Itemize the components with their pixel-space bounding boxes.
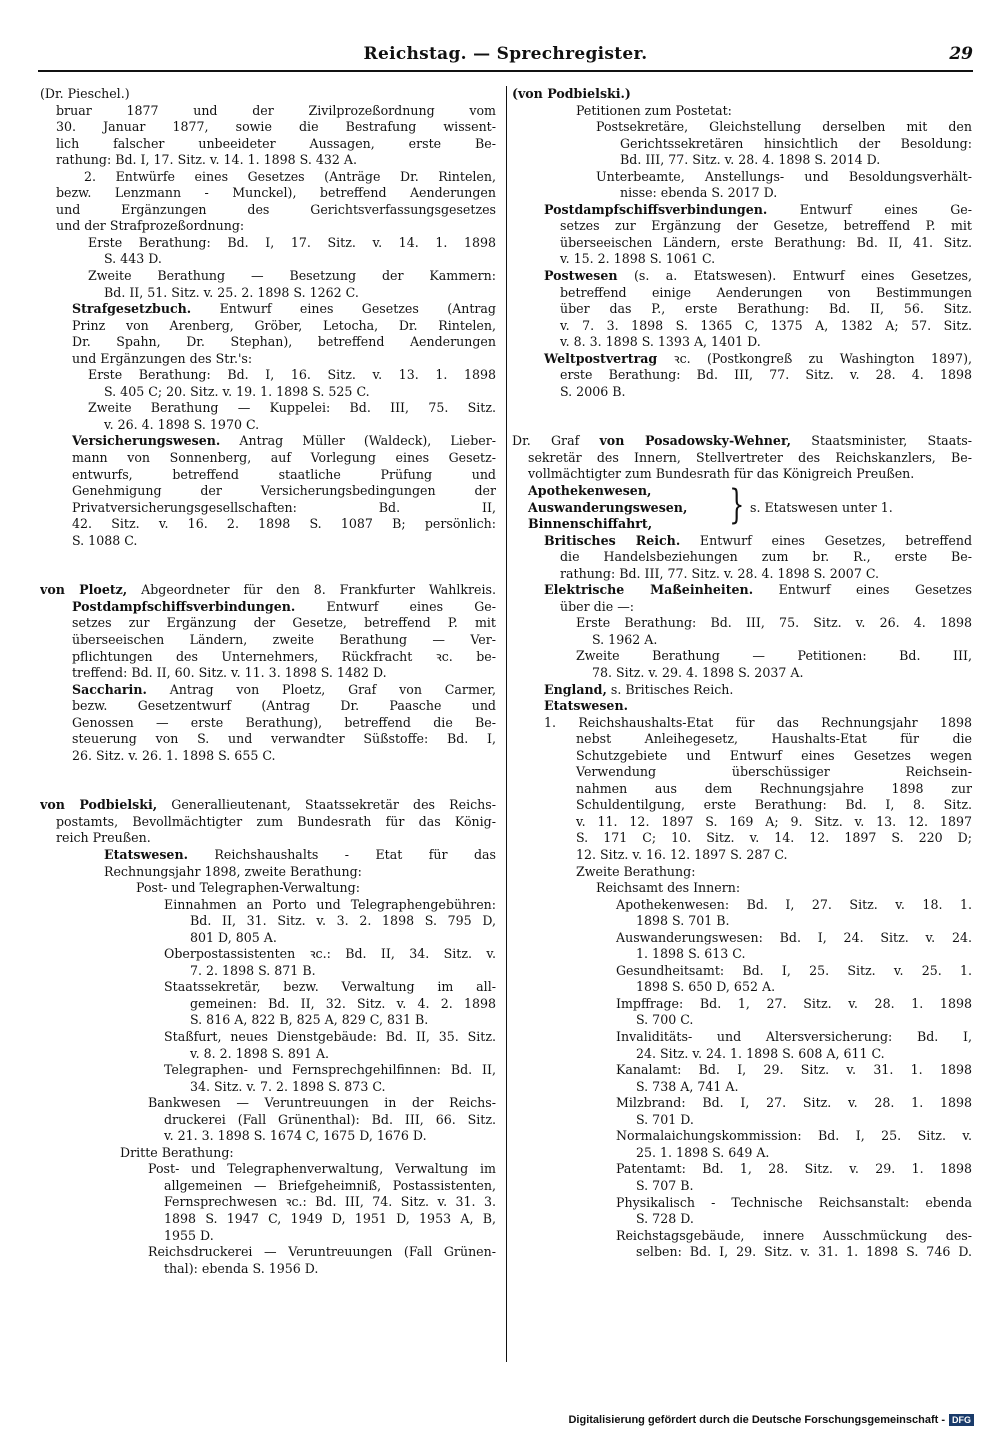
text-line: Unterbeamte, Anstellungs- und Besoldungsverhält-: [596, 168, 972, 184]
text-line: Reichstagsgebäude, innere Ausschmückung des-: [616, 1227, 972, 1243]
text-line: Physikalisch - Technische Reichsanstalt: ebenda: [616, 1194, 972, 1210]
speaker-name: von Ploetz,: [40, 582, 128, 598]
entry-heading: Etatswesen.: [544, 698, 628, 714]
text-line: und Ergänzungen des Str.'s:: [72, 350, 253, 366]
speaker-title: Dr. Graf: [512, 433, 600, 449]
text-line: Reichsdruckerei — Veruntreuungen (Fall Grünen-: [148, 1244, 496, 1260]
entry-text: Entwurf eines Gesetzes: [753, 582, 972, 598]
text-line: S. 816 A, 822 B, 825 A, 829 C, 831 B.: [190, 1012, 429, 1028]
text-line: Schuldentilgung, erste Berathung: Bd. I, 8. Sitz.: [576, 797, 972, 813]
text-line: 24. Sitz. v. 24. 1. 1898 S. 608 A, 611 C.: [636, 1045, 885, 1061]
entry-heading: England,: [544, 681, 607, 697]
continued-entry-label: [512, 86, 972, 103]
entry-text: Entwurf eines Gesetzes (Antrag: [191, 301, 496, 317]
text-line: v. 26. 4. 1898 S. 1970 C.: [104, 416, 260, 432]
text-line: Verwendung überschüssiger Reichsein-: [576, 764, 972, 780]
entry-heading: Elektrische Maßeinheiten.: [544, 582, 754, 598]
brace-group: [512, 483, 972, 533]
speaker-description: Abgeordneter für den 8. Frankfurter Wahlkreis.: [127, 582, 496, 598]
text-line: S. 1088 C.: [72, 532, 138, 548]
text-line: gemeinen: Bd. II, 32. Sitz. v. 4. 2. 1898: [190, 995, 496, 1011]
entry-text: s. Britisches Reich.: [606, 681, 734, 697]
text-line: Bankwesen — Veruntreuungen in der Reichs-: [148, 1095, 496, 1111]
text-line: allgemeinen — Briefgeheimniß, Postassistenten,: [164, 1177, 496, 1193]
text-line: setzes zur Ergänzung der Gesetze, betreffend P. mit: [560, 218, 972, 234]
speaker-posadowsky-wehner: [512, 433, 972, 450]
entry-saccharin: [40, 682, 496, 699]
text-line: postamts, Bevollmächtigter zum Bundesrath für das König-: [56, 813, 496, 829]
text-line: 12. Sitz. v. 16. 12. 1897 S. 287 C.: [576, 847, 788, 863]
text-line: 78. Sitz. v. 29. 4. 1898 S. 2037 A.: [592, 665, 804, 680]
text-line: Einnahmen an Porto und Telegraphengebühren:: [164, 896, 496, 912]
text-line: nahmen aus dem Rechnungsjahre 1898 zur: [576, 780, 972, 796]
text-line: 1. Reichshaushalts-Etat für das Rechnungsjahr 1898: [544, 714, 972, 730]
text-line: Reichsamt des Innern:: [596, 880, 741, 896]
text-line: thal): ebenda S. 1956 D.: [164, 1260, 319, 1276]
text-line: Rechnungsjahr 1898, zweite Berathung:: [104, 863, 362, 879]
text-line: v. 8. 3. 1898 S. 1393 A, 1401 D.: [560, 334, 761, 350]
text-line: Privatversicherungsgesellschaften: Bd. II,: [72, 499, 496, 515]
text-line: 7. 2. 1898 S. 871 B.: [190, 962, 316, 978]
text-line: über die —:: [560, 598, 635, 614]
text-line: Telegraphen- und Fernsprechgehilfinnen: Bd. II,: [164, 1062, 496, 1078]
text-line: v. 21. 3. 1898 S. 1674 C, 1675 D, 1676 D.: [164, 1128, 427, 1144]
text-line: Normalaichungskommission: Bd. I, 25. Sitz. v.: [616, 1128, 972, 1144]
text-line: lich falscher unbeeideter Aussagen, erste Be-: [56, 135, 496, 151]
text-line: Kanalamt: Bd. I, 29. Sitz. v. 31. 1. 1898: [616, 1062, 972, 1078]
text-line: S. 2006 B.: [560, 383, 626, 399]
text-line: Post- und Telegraphen-Verwaltung:: [136, 880, 360, 896]
text-line: bruar 1877 und der Zivilprozeßordnung vom: [56, 102, 496, 118]
speaker-von-podbielski: [40, 797, 496, 814]
text-line: 2. Entwürfe eines Gesetzes (Anträge Dr. Rintelen,: [84, 168, 496, 184]
entry-text: ꝛc. (Postkongreß zu Washington 1897),: [657, 350, 972, 366]
text-line: Bd. II, 31. Sitz. v. 3. 2. 1898 S. 795 D,: [190, 913, 496, 929]
entry-etatswesen: [40, 847, 496, 864]
entry-heading: Auswanderungswesen,: [528, 499, 688, 515]
text-line: 26. Sitz. v. 26. 1. 1898 S. 655 C.: [72, 747, 276, 763]
entry-heading: Britisches Reich.: [544, 532, 681, 548]
text-line: pflichtungen des Unternehmers, Rückfracht ꝛc. be-: [72, 648, 496, 664]
text-line: 1955 D.: [164, 1227, 214, 1243]
left-column: [40, 86, 496, 1277]
cross-reference: s. Etatswesen unter 1.: [750, 500, 893, 516]
text-line: 801 D, 805 A.: [190, 929, 277, 945]
text-line: 34. Sitz. v. 7. 2. 1898 S. 873 C.: [190, 1078, 386, 1094]
text-line: sekretär des Innern, Stellvertreter des Reichskanzlers, Be-: [528, 449, 972, 465]
text-line: Zweite Berathung — Kuppelei: Bd. III, 75. Sitz.: [88, 400, 496, 416]
text-line: Genehmigung der Versicherungsbedingungen der: [72, 483, 496, 499]
text-line: Milzbrand: Bd. I, 27. Sitz. v. 28. 1. 1898: [616, 1095, 972, 1111]
speaker-description: Staatsminister, Staats-: [791, 433, 972, 449]
header-rule: [38, 70, 973, 72]
entry-heading: Weltpostvertrag: [544, 350, 658, 366]
text-line: Post- und Telegraphenverwaltung, Verwaltung im: [148, 1161, 496, 1177]
entry-postwesen: [512, 268, 972, 285]
spacer: [40, 549, 496, 582]
running-title: Reichstag. — Sprechregister.: [363, 44, 648, 64]
text-line: Postsekretäre, Gleichstellung derselben mit den: [596, 119, 972, 135]
entry-text: Entwurf eines Ge-: [767, 201, 972, 217]
text-line: die Handelsbeziehungen zum br. R., erste Be-: [560, 549, 972, 565]
text-line: überseeischen Ländern, zweite Berathung — Ver-: [72, 631, 496, 647]
entry-heading: Versicherungswesen.: [72, 433, 221, 449]
entry-postdampfschiffsverbindungen: [512, 202, 972, 219]
text-line: Bd. II, 51. Sitz. v. 25. 2. 1898 S. 1262 C.: [104, 284, 359, 300]
text-line: S. 1962 A.: [592, 631, 658, 647]
page-number: 29: [949, 44, 973, 64]
speaker-von-ploetz: [40, 582, 496, 599]
text-line: steuerung von S. und verwandter Süßstoffe: Bd. I,: [72, 731, 496, 747]
text-line: v. 7. 3. 1898 S. 1365 C, 1375 A, 1382 A; 57. Sitz.: [560, 317, 972, 333]
text-line: entwurfs, betreffend staatliche Prüfung und: [72, 466, 496, 482]
digitization-footer: [568, 1414, 974, 1426]
text-line: Oberpostassistenten ꝛc.: Bd. II, 34. Sitz. v.: [164, 946, 496, 962]
text-line: Staßfurt, neues Dienstgebäude: Bd. II, 35. Sitz.: [164, 1028, 496, 1044]
entry-text: (s. a. Etatswesen). Entwurf eines Gesetzes,: [617, 268, 972, 284]
spacer: [40, 764, 496, 797]
entry-strafgesetzbuch: [40, 301, 496, 318]
text-line: mann von Sonnenberg, auf Vorlegung eines Gesetz-: [72, 450, 496, 466]
entry-heading: Binnenschiffahrt,: [528, 516, 653, 532]
entry-weltpostvertrag: [512, 351, 972, 368]
entry-heading: Postwesen: [544, 268, 618, 284]
text-line: nebst Anleihegesetz, Haushalts-Etat für die: [576, 731, 972, 747]
text-line: nisse: ebenda S. 2017 D.: [620, 185, 778, 201]
text-line: Zweite Berathung — Petitionen: Bd. III,: [576, 648, 972, 664]
text-line: rathung: Bd. I, 17. Sitz. v. 14. 1. 1898 S. 432 A.: [56, 152, 357, 168]
speaker-name: von Podbielski,: [40, 797, 158, 813]
entry-versicherungswesen: [40, 433, 496, 450]
entry-heading: Saccharin.: [72, 681, 147, 697]
text-line: bezw. Lenzmann - Munckel), betreffend Aenderungen: [56, 185, 496, 201]
text-line: Apothekenwesen: Bd. I, 27. Sitz. v. 18. 1.: [616, 896, 972, 912]
text-line: Fernsprechwesen ꝛc.: Bd. III, 74. Sitz. v. 31. 3.: [164, 1194, 496, 1210]
entry-etatswesen: [512, 698, 972, 715]
text-line: reich Preußen.: [56, 830, 151, 846]
text-line: druckerei (Fall Grünenthal): Bd. III, 66. Sitz.: [164, 1111, 496, 1127]
text-line: und Ergänzungen des Gerichtsverfassungsgesetzes: [56, 201, 496, 217]
text-line: Erste Berathung: Bd. I, 16. Sitz. v. 13. 1. 1898: [88, 367, 496, 383]
text-line: 42. Sitz. v. 16. 2. 1898 S. 1087 B; persönlich:: [72, 516, 496, 532]
text-line: S. 171 C; 10. Sitz. v. 14. 12. 1897 S. 220 D;: [576, 830, 972, 846]
continued-entry-label: (Dr. Pieschel.): [40, 86, 130, 101]
text-line: v. 8. 2. 1898 S. 891 A.: [190, 1045, 330, 1061]
entry-heading: Strafgesetzbuch.: [72, 301, 192, 317]
speaker-description: Generallieutenant, Staatssekretär des Reichs-: [157, 797, 496, 813]
text-line: Erste Berathung: Bd. III, 75. Sitz. v. 26. 4. 1898: [576, 615, 972, 631]
text-line: S. 738 A, 741 A.: [636, 1078, 739, 1094]
text-line: selben: Bd. I, 29. Sitz. v. 31. 1. 1898 S. 746 D.: [636, 1244, 972, 1260]
text-line: S. 405 C; 20. Sitz. v. 19. 1. 1898 S. 525 C.: [104, 383, 370, 399]
text-line: 1898 S. 701 B.: [636, 913, 730, 929]
text-line: S. 700 C.: [636, 1012, 694, 1028]
entry-text: Entwurf eines Gesetzes, betreffend: [680, 532, 972, 548]
text-line: Schutzgebiete und Entwurf eines Gesetzes wegen: [576, 747, 972, 763]
entry-england: [512, 682, 972, 699]
text-line: Gesundheitsamt: Bd. I, 25. Sitz. v. 25. 1.: [616, 962, 972, 978]
text-line: Zweite Berathung:: [576, 863, 696, 879]
text-line: Impffrage: Bd. 1, 27. Sitz. v. 28. 1. 1898: [616, 995, 972, 1011]
text-line: betreffend einige Aenderungen von Bestimmungen: [560, 284, 972, 300]
text-line: S. 728 D.: [636, 1211, 694, 1227]
text-line: treffend: Bd. II, 60. Sitz. v. 11. 3. 1898 S. 1482 D.: [72, 665, 387, 681]
entry-text: Reichshaushalts - Etat für das: [187, 846, 496, 862]
text-line: 25. 1. 1898 S. 649 A.: [636, 1144, 770, 1160]
text-line: setzes zur Ergänzung der Gesetze, betreffend P. mit: [72, 615, 496, 631]
text-line: S. 443 D.: [104, 251, 162, 267]
entry-heading: Apothekenwesen,: [528, 483, 652, 499]
text-line: und der Strafprozeßordnung:: [56, 218, 245, 234]
text-line: über das P., erste Berathung: Bd. II, 56. Sitz.: [560, 301, 972, 317]
text-line: bezw. Gesetzentwurf (Antrag Dr. Paasche und: [72, 698, 496, 714]
curly-brace: }: [729, 482, 745, 529]
text-line: v. 15. 2. 1898 S. 1061 C.: [560, 251, 716, 267]
footer-credit: Digitalisierung gefördert durch die Deutsche Forschungsgemeinschaft -: [568, 1414, 945, 1426]
entry-postdampfschiffsverbindungen: [40, 599, 496, 616]
text-line: 1. 1898 S. 613 C.: [636, 946, 746, 962]
page-header: [38, 44, 973, 70]
text-line: überseeischen Ländern, erste Berathung: Bd. II, 41. Sitz.: [560, 234, 972, 250]
text-line: Genossen — erste Berathung), betreffend die Be-: [72, 714, 496, 730]
text-line: Staatssekretär, bezw. Verwaltung im all-: [164, 979, 496, 995]
text-line: v. 11. 12. 1897 S. 169 A; 9. Sitz. v. 13. 12. 1897: [576, 813, 972, 829]
text-line: Prinz von Arenberg, Gröber, Letocha, Dr. Rintelen,: [72, 317, 496, 333]
text-line: Patentamt: Bd. 1, 28. Sitz. v. 29. 1. 1898: [616, 1161, 972, 1177]
entry-britisches-reich: [512, 533, 972, 550]
text-line: Auswanderungswesen: Bd. I, 24. Sitz. v. 24.: [616, 929, 972, 945]
text-line: Gerichtssekretären hinsichtlich der Besoldung:: [620, 135, 972, 151]
text-line: erste Berathung: Bd. III, 77. Sitz. v. 28. 4. 1898: [560, 367, 972, 383]
spacer: [512, 400, 972, 433]
text-line: S. 707 B.: [636, 1177, 694, 1193]
entry-elektrische-masseinheiten: [512, 582, 972, 599]
entry-heading: Postdampfschiffsverbindungen.: [72, 598, 296, 614]
text-line: Invaliditäts- und Altersversicherung: Bd. I,: [616, 1029, 972, 1045]
text-line: Petitionen zum Postetat:: [576, 102, 732, 118]
speaker-name: (von Podbielski.): [512, 86, 631, 101]
text-line: Bd. III, 77. Sitz. v. 28. 4. 1898 S. 2014 D.: [620, 152, 881, 168]
text-line: vollmächtigter zum Bundesrath für das Königreich Preußen.: [528, 466, 915, 482]
column-divider: [506, 86, 507, 1362]
text-line: S. 701 D.: [636, 1111, 694, 1127]
text-line: 1898 S. 1947 C, 1949 D, 1951 D, 1953 A, B,: [164, 1211, 496, 1226]
entry-text: Antrag Müller (Waldeck), Lieber-: [220, 433, 496, 449]
text-line: Dr. Spahn, Dr. Stephan), betreffend Aenderungen: [72, 334, 496, 350]
entry-heading: Etatswesen.: [104, 846, 188, 862]
dfg-logo: DFG: [949, 1414, 974, 1426]
text-line: rathung: Bd. III, 77. Sitz. v. 28. 4. 1898 S. 2007 C.: [560, 565, 880, 581]
text-line: Erste Berathung: Bd. I, 17. Sitz. v. 14. 1. 1898: [88, 234, 496, 250]
entry-text: Antrag von Ploetz, Graf von Carmer,: [146, 681, 496, 697]
text-line: Dritte Berathung:: [120, 1144, 234, 1160]
text-line: 1898 S. 650 D, 652 A.: [636, 979, 776, 995]
speaker-name: von Posadowsky-Wehner,: [599, 433, 792, 449]
text-line: 30. Januar 1877, sowie die Bestrafung wissent-: [56, 119, 496, 135]
right-column: [512, 86, 972, 1261]
entry-text: Entwurf eines Ge-: [295, 598, 496, 614]
text-line: Zweite Berathung — Besetzung der Kammern:: [88, 268, 496, 284]
entry-heading: Postdampfschiffsverbindungen.: [544, 201, 768, 217]
